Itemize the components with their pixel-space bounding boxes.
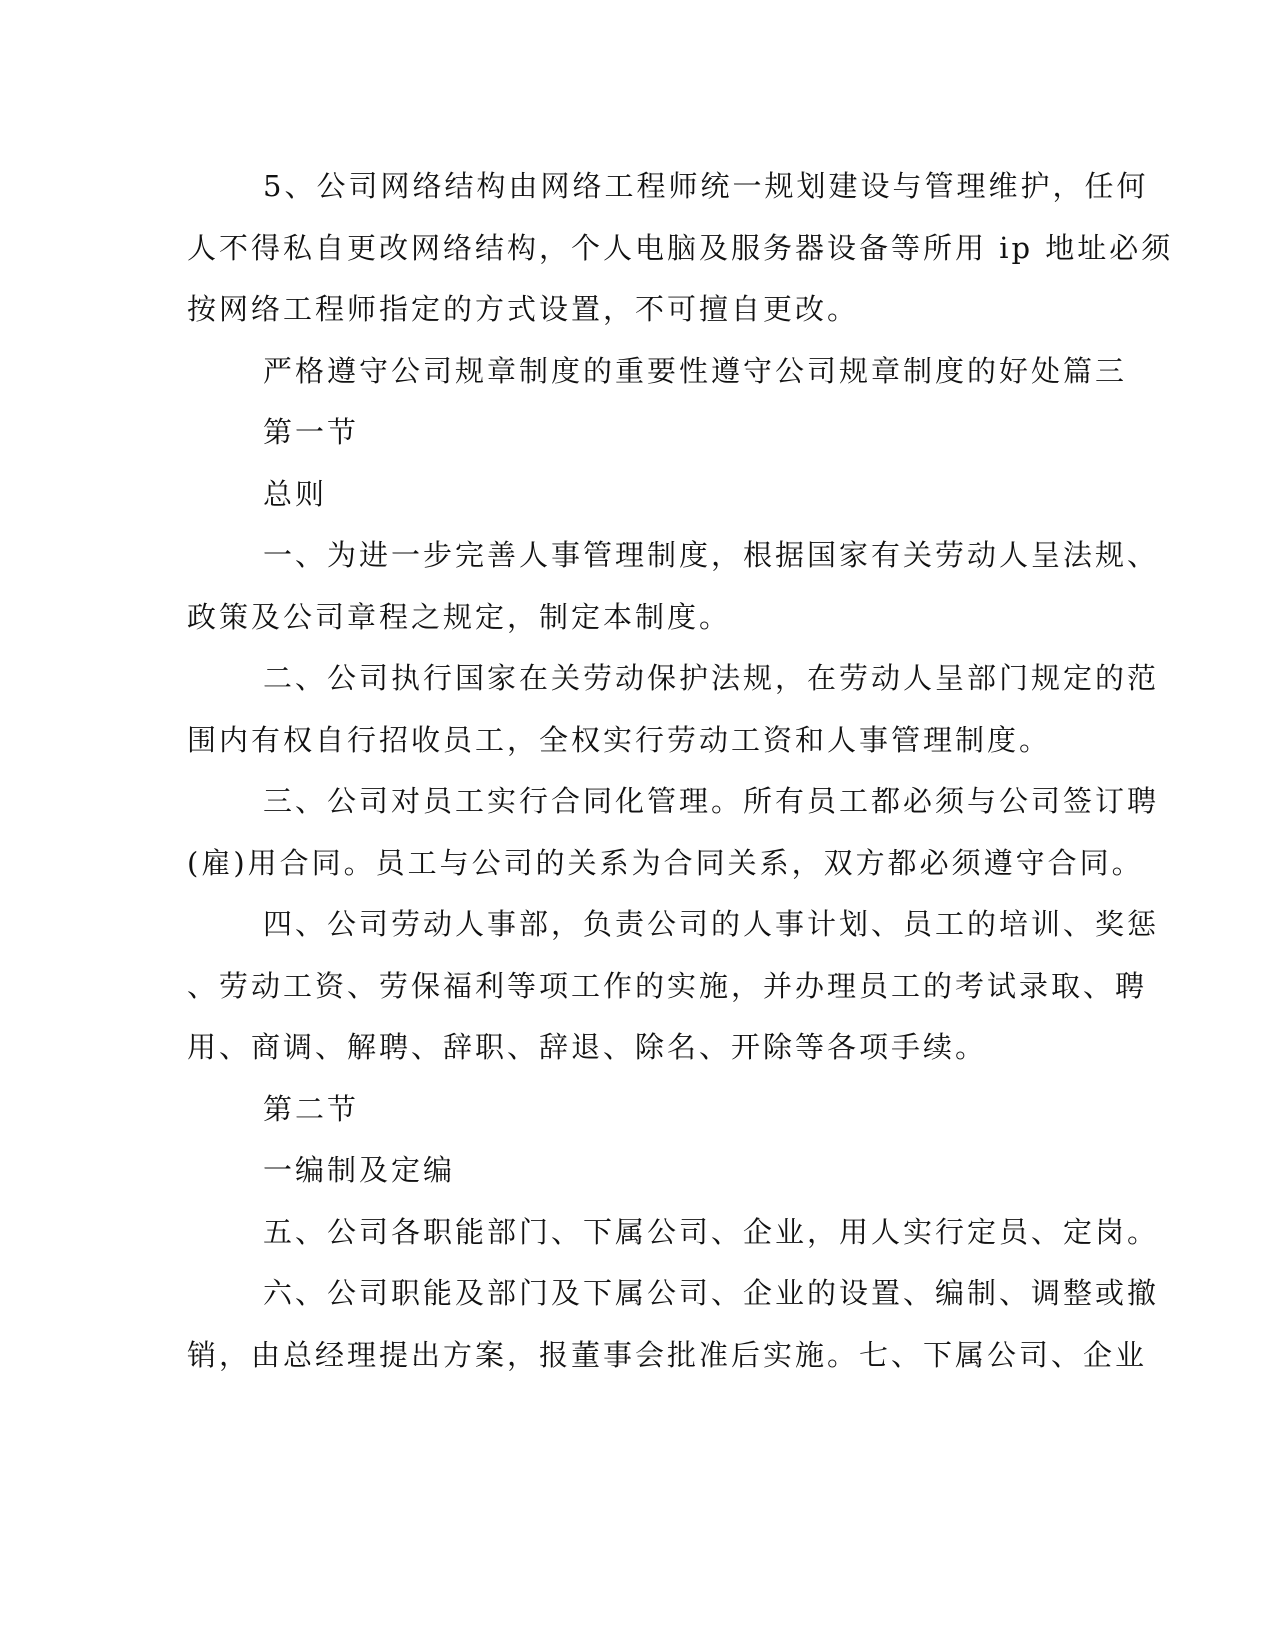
article-4-line-2: 、劳动工资、劳保福利等项工作的实施，并办理员工的考试录取、聘 bbox=[187, 968, 1148, 1003]
article-1-line-2: 政策及公司章程之规定，制定本制度。 bbox=[187, 599, 732, 634]
article-6-line-2: 销，由总经理提出方案，报董事会批准后实施。七、下属公司、企业 bbox=[187, 1337, 1148, 1372]
article-4-line-3: 用、商调、解聘、辞职、辞退、除名、开除等各项手续。 bbox=[187, 1030, 988, 1064]
section-subheading-staffing: 一编制及定编 bbox=[263, 1153, 456, 1187]
article-6-line-1: 六、公司职能及部门及下属公司、企业的设置、编制、调整或撤 bbox=[263, 1276, 1160, 1310]
section-heading-importance: 严格遵守公司规章制度的重要性遵守公司规章制度的好处篇三 bbox=[263, 353, 1128, 388]
article-5-line-1: 五、公司各职能部门、下属公司、企业，用人实行定员、定岗。 bbox=[263, 1214, 1160, 1249]
article-3-line-2: (雇)用合同。员工与公司的关系为合同关系，双方都必须遵守合同。 bbox=[187, 845, 1144, 880]
document-body bbox=[187, 156, 1174, 1386]
article-3-line-1: 三、公司对员工实行合同化管理。所有员工都必须与公司签订聘 bbox=[263, 784, 1160, 818]
section-heading-first: 第一节 bbox=[263, 415, 360, 449]
paragraph-network-structure-line-3: 按网络工程师指定的方式设置，不可擅自更改。 bbox=[187, 292, 860, 326]
paragraph-network-structure-line-1: 5、公司网络结构由网络工程师统一规划建设与管理维护，任何 bbox=[263, 169, 1149, 203]
article-1-line-1: 一、为进一步完善人事管理制度，根据国家有关劳动人呈法规、 bbox=[263, 538, 1160, 572]
section-heading-second: 第二节 bbox=[263, 1091, 360, 1126]
paragraph-network-structure-line-2: 人不得私自更改网络结构，个人电脑及服务器设备等所用 ip 地址必须 bbox=[187, 230, 1174, 265]
section-subheading-general: 总则 bbox=[263, 476, 328, 511]
article-2-line-2: 围内有权自行招收员工，全权实行劳动工资和人事管理制度。 bbox=[187, 722, 1052, 757]
article-4-line-1: 四、公司劳动人事部，负责公司的人事计划、员工的培训、奖惩 bbox=[263, 907, 1160, 941]
article-2-line-1: 二、公司执行国家在关劳动保护法规，在劳动人呈部门规定的范 bbox=[263, 661, 1160, 695]
